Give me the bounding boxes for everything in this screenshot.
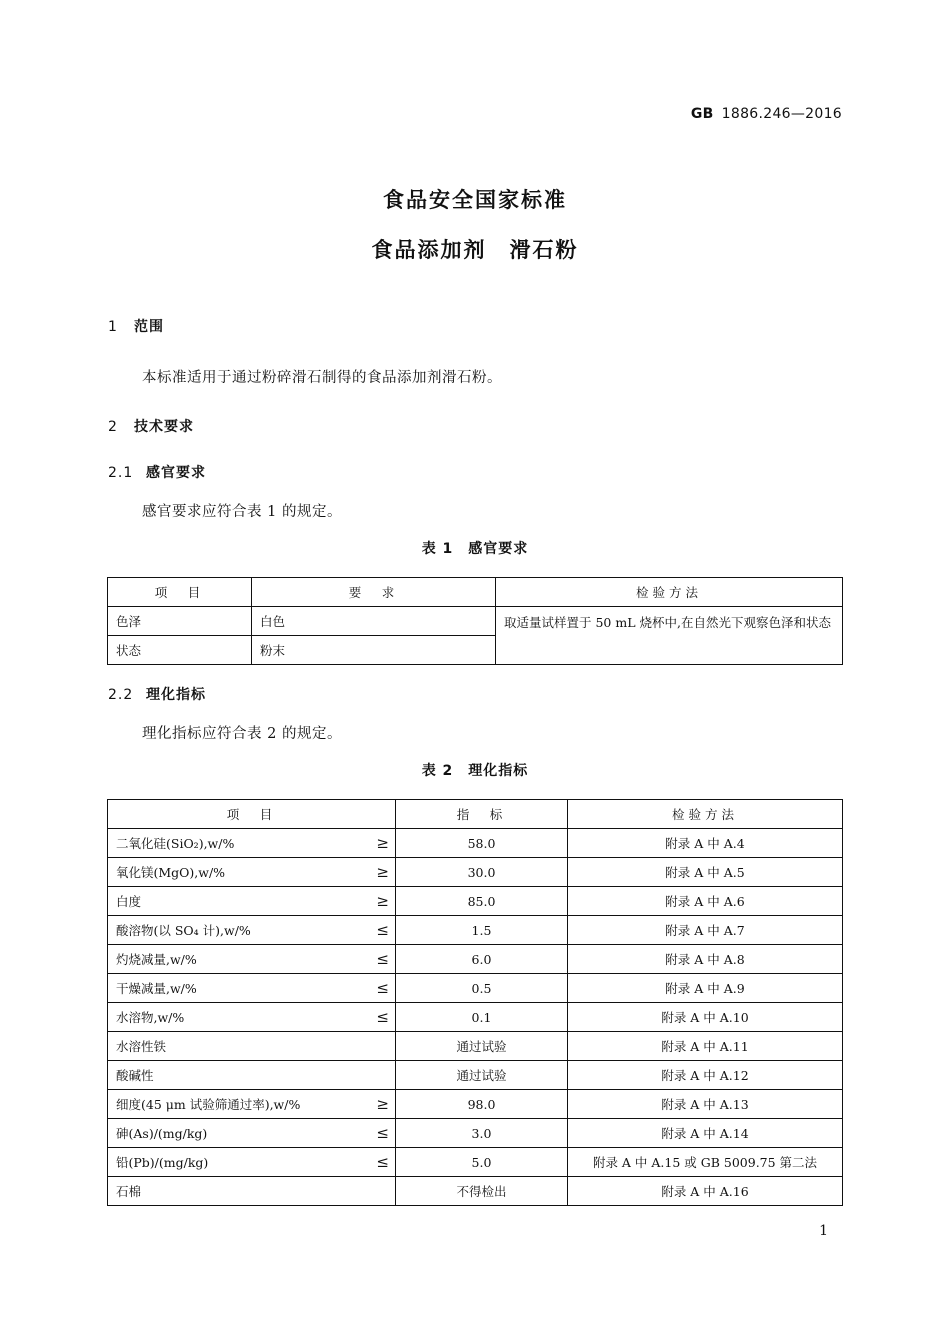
section-2-2-text: 理化指标应符合表 2 的规定。 [142,726,342,742]
header-method: 检验方法 [496,578,843,607]
table-row [108,1032,843,1061]
cell-value: 98.0 [396,1090,568,1119]
cell-item [108,829,396,858]
item-label: 石棉 [116,1184,142,1199]
document-title: 食品安全国家标准 [383,188,567,212]
page-number: 1 [819,1223,828,1239]
cell-method: 取适量试样置于 50 mL 烧杯中,在自然光下观察色泽和状态 [496,607,843,665]
header-item: 项 目 [108,800,396,829]
section-2-1-heading: 2.1 感官要求 [108,465,206,481]
cell-item [108,1003,396,1032]
section-1-text: 本标准适用于通过粉碎滑石制得的食品添加剂滑石粉。 [142,370,502,386]
table-row [108,974,843,1003]
header-method: 检验方法 [568,800,843,829]
cell-value: 85.0 [396,887,568,916]
table-1-caption: 表 1 感官要求 [421,541,529,557]
comparison-symbol: ≥ [376,863,389,881]
cell-method: 附录 A 中 A.6 [568,887,843,916]
comparison-symbol: ≤ [376,1153,389,1171]
table-row [108,1090,843,1119]
comparison-symbol: ≤ [376,950,389,968]
section-2-2-heading: 2.2 理化指标 [108,687,206,703]
table-header-row [108,578,843,607]
header-requirement: 要 求 [252,578,496,607]
standard-number: GB 1886.246—2016 [690,106,842,122]
table-header-row [108,800,843,829]
comparison-symbol: ≤ [376,1008,389,1026]
cell-method: 附录 A 中 A.15 或 GB 5009.75 第二法 [568,1148,843,1177]
item-label: 砷(As)/(mg/kg) [116,1126,208,1141]
cell-item [108,1148,396,1177]
cell-item [108,1061,396,1090]
item-label: 酸溶物(以 SO₄ 计),w/% [116,923,251,938]
document-subtitle: 食品添加剂 滑石粉 [371,238,579,262]
cell-method: 附录 A 中 A.11 [568,1032,843,1061]
item-label: 二氧化硅(SiO₂),w/% [116,836,235,851]
section-2-1-text: 感官要求应符合表 1 的规定。 [142,504,342,520]
table-row [108,829,843,858]
table-1 [107,577,843,665]
table-row [108,1119,843,1148]
cell-method: 附录 A 中 A.4 [568,829,843,858]
table-row [108,607,843,636]
item-label: 氧化镁(MgO),w/% [116,865,226,880]
table-row [108,945,843,974]
item-label: 水溶物,w/% [116,1010,185,1025]
cell-value: 30.0 [396,858,568,887]
table-row [108,1003,843,1032]
comparison-symbol: ≥ [376,1095,389,1113]
comparison-symbol: ≥ [376,834,389,852]
table-2-caption: 表 2 理化指标 [421,763,529,779]
cell-value: 6.0 [396,945,568,974]
cell-method: 附录 A 中 A.10 [568,1003,843,1032]
cell-item [108,1177,396,1206]
cell-method: 附录 A 中 A.8 [568,945,843,974]
item-label: 水溶性铁 [116,1039,167,1054]
cell-item [108,887,396,916]
table-row [108,1061,843,1090]
header-value: 指 标 [396,800,568,829]
comparison-symbol: ≥ [376,892,389,910]
section-1-heading: 1 范围 [108,319,164,335]
item-label: 灼烧减量,w/% [116,952,197,967]
table-row [108,887,843,916]
cell-method: 附录 A 中 A.16 [568,1177,843,1206]
cell-requirement: 白色 [252,607,496,636]
item-label: 细度(45 μm 试验筛通过率),w/% [116,1097,301,1112]
cell-method: 附录 A 中 A.7 [568,916,843,945]
cell-value: 0.5 [396,974,568,1003]
cell-value: 通过试验 [396,1032,568,1061]
comparison-symbol: ≤ [376,979,389,997]
header-item: 项 目 [108,578,252,607]
table-row [108,1148,843,1177]
comparison-symbol: ≤ [376,1124,389,1142]
cell-item [108,916,396,945]
cell-value: 0.1 [396,1003,568,1032]
cell-item [108,1119,396,1148]
cell-value: 3.0 [396,1119,568,1148]
cell-value: 1.5 [396,916,568,945]
item-label: 铅(Pb)/(mg/kg) [116,1155,209,1170]
cell-method: 附录 A 中 A.12 [568,1061,843,1090]
cell-value: 58.0 [396,829,568,858]
cell-value: 5.0 [396,1148,568,1177]
comparison-symbol: ≤ [376,921,389,939]
cell-requirement: 粉末 [252,636,496,665]
cell-value: 通过试验 [396,1061,568,1090]
cell-item [108,1032,396,1061]
cell-method: 附录 A 中 A.5 [568,858,843,887]
cell-item: 状态 [108,636,252,665]
cell-item [108,1090,396,1119]
table-row [108,1177,843,1206]
cell-method: 附录 A 中 A.14 [568,1119,843,1148]
cell-item [108,945,396,974]
cell-method: 附录 A 中 A.9 [568,974,843,1003]
cell-item [108,974,396,1003]
item-label: 干燥减量,w/% [116,981,197,996]
section-2-heading: 2 技术要求 [108,419,194,435]
table-2 [107,799,843,1206]
table-row [108,916,843,945]
cell-method: 附录 A 中 A.13 [568,1090,843,1119]
cell-item [108,858,396,887]
item-label: 白度 [116,894,142,909]
cell-value: 不得检出 [396,1177,568,1206]
item-label: 酸碱性 [116,1068,154,1083]
table-row [108,858,843,887]
cell-item: 色泽 [108,607,252,636]
